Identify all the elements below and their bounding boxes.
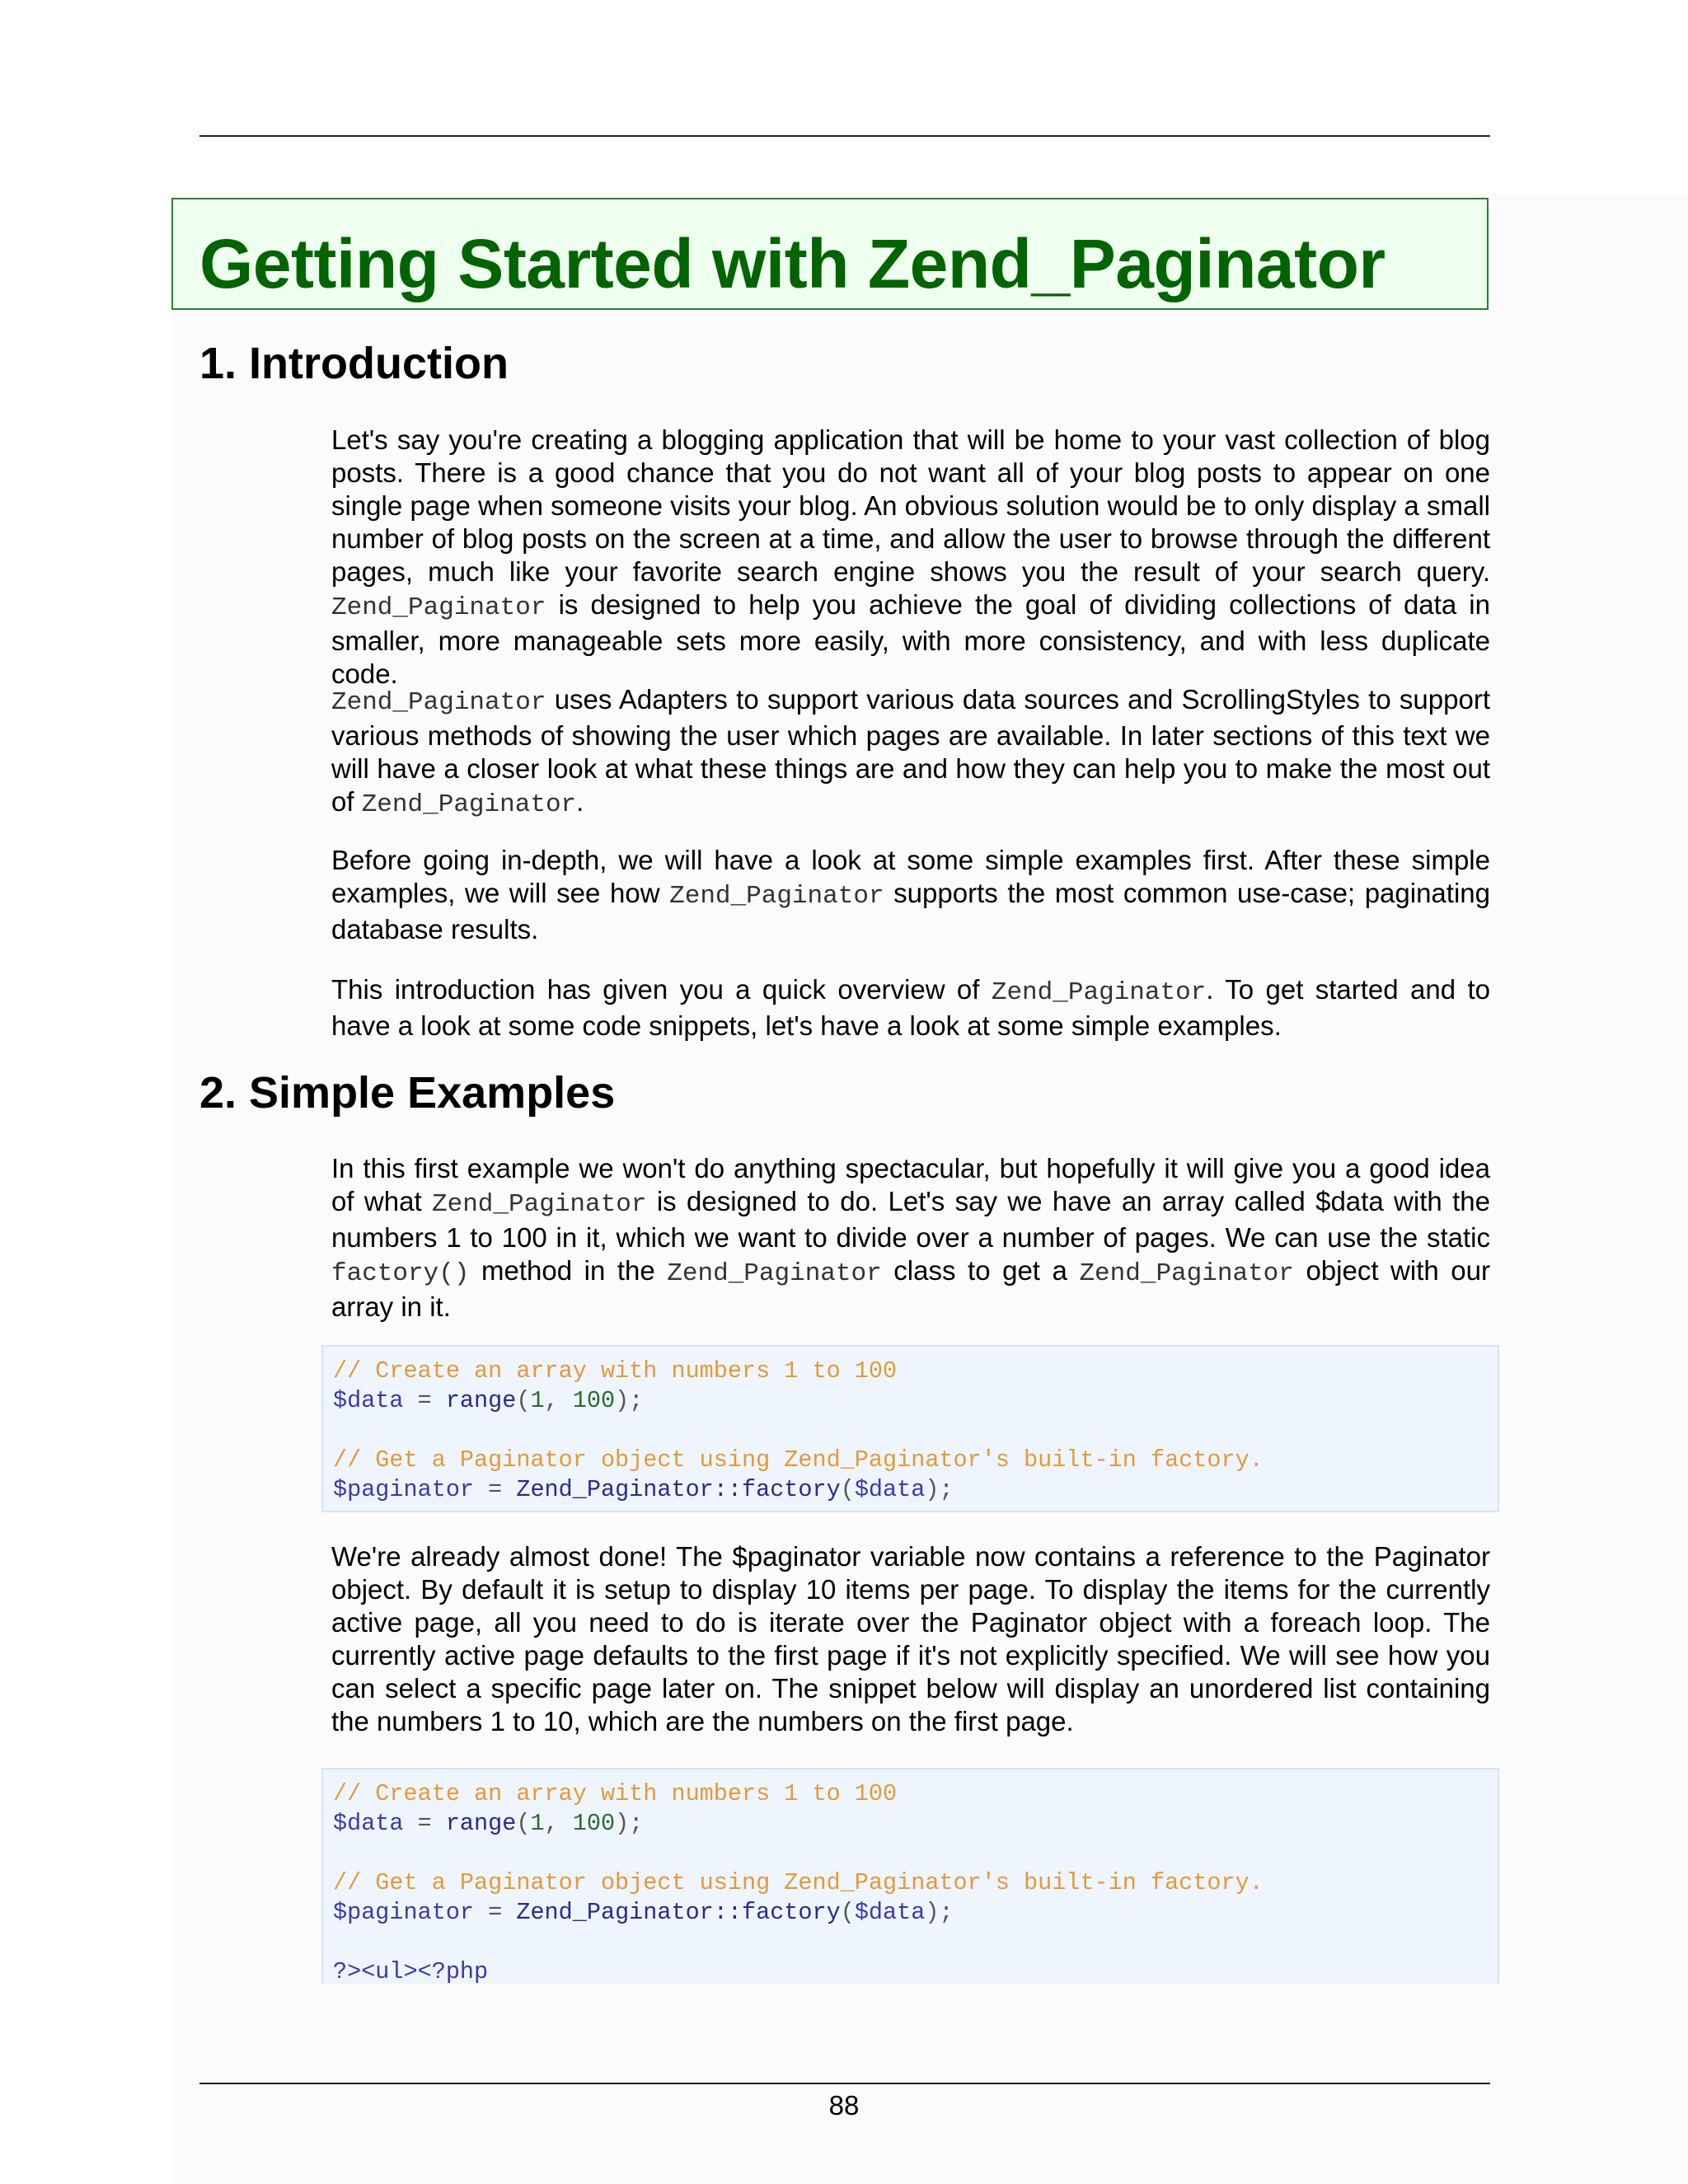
- paragraph-examples-1: [331, 1152, 1490, 1324]
- text: .: [576, 786, 584, 817]
- text: class to get a: [881, 1255, 1080, 1286]
- section-heading-simple-examples: 2. Simple Examples: [199, 1068, 616, 1118]
- text: uses Adapters to support various data sources and ScrollingStyles to support various methods of showing the user which pages are available. In later sections of this text we will have a closer look at what these things are and how they can help you to make the most out of: [331, 684, 1490, 817]
- code-token: range: [445, 1810, 517, 1837]
- page-number: 88: [828, 2090, 860, 2121]
- code-token: );: [615, 1810, 644, 1837]
- code-token: 1: [530, 1387, 545, 1414]
- text: In this first example we won't do anything spectacular, but hopefully it will give you a good idea of what: [331, 1153, 1490, 1216]
- code-token: $data: [333, 1387, 404, 1414]
- code-token: ,: [544, 1387, 573, 1414]
- text: supports the most common use-case; paginating database results.: [331, 878, 1490, 944]
- inline-code: Zend_Paginator: [1079, 1259, 1294, 1288]
- code-token: $data: [854, 1476, 926, 1503]
- text: method in the: [469, 1255, 668, 1286]
- code-comment: // Get a Paginator object using Zend_Paginator's built-in factory.: [333, 1446, 1264, 1474]
- footer-rule: [199, 2083, 1490, 2084]
- chapter-title: Getting Started with Zend_Paginator: [199, 225, 1386, 302]
- code-token: 100: [572, 1387, 616, 1414]
- text: Before going in-depth, we will have a look at some simple examples first. After these simple examples, we will see how: [331, 845, 1490, 908]
- code-token: =: [474, 1899, 517, 1926]
- code-token: $paginator: [333, 1476, 475, 1503]
- text: is designed to do. Let's say we have an array called $data with the numbers 1 to 100 in it, which we want to divide over a number of pages. We can use the static: [331, 1186, 1490, 1253]
- inline-code: Zend_Paginator: [669, 882, 884, 911]
- code-token: $data: [854, 1899, 926, 1926]
- paragraph-intro-3: [331, 844, 1490, 946]
- code-token: );: [615, 1387, 644, 1414]
- section-heading-introduction: 1. Introduction: [199, 339, 509, 388]
- paragraph-examples-2: We're already almost done! The $paginator variable now contains a reference to the Paginator object. By default it is setup to display 10 items per page. To display the items for the currently active page, all you need to do is iterate over the Paginator object with a foreach loop. The currently active page defaults to the first page if it's not explicitly specified. We will see how you can select a specific page later on. The snippet below will display an unordered list containing the numbers 1 to 10, which are the numbers on the first page.: [331, 1541, 1490, 1736]
- code-token: Zend_Paginator::factory: [516, 1899, 841, 1926]
- code-token: );: [925, 1899, 954, 1926]
- inline-code: factory(): [331, 1259, 470, 1288]
- text: This introduction has given you a quick overview of: [331, 974, 992, 1005]
- text: object with our array in it.: [331, 1255, 1490, 1322]
- code-token: (: [516, 1810, 531, 1837]
- code-comment: // Create an array with numbers 1 to 100: [333, 1780, 898, 1807]
- code-block-2: [321, 1768, 1499, 1984]
- code-token: (: [840, 1476, 855, 1503]
- code-token: =: [403, 1810, 446, 1837]
- header-rule: [199, 135, 1490, 137]
- inline-code: Zend_Paginator: [432, 1190, 647, 1219]
- code-token: 100: [572, 1810, 616, 1837]
- inline-code: Zend_Paginator: [991, 978, 1207, 1007]
- code-token: ,: [544, 1810, 573, 1837]
- text: . To get started and to have a look at some code snippets, let's have a look at some simple examples.: [331, 974, 1490, 1041]
- paragraph-intro-2: [331, 683, 1490, 822]
- code-comment: // Get a Paginator object using Zend_Paginator's built-in factory.: [333, 1869, 1264, 1896]
- inline-code: Zend_Paginator: [331, 593, 546, 622]
- code-token: );: [925, 1476, 954, 1503]
- code-token: (: [516, 1387, 531, 1414]
- code-token: =: [474, 1476, 517, 1503]
- code-token: 1: [530, 1810, 545, 1837]
- inline-code: Zend_Paginator: [667, 1259, 882, 1288]
- chapter-title-box: [171, 198, 1489, 310]
- code-token: Zend_Paginator::factory: [516, 1476, 841, 1503]
- text: Let's say you're creating a blogging application that will be home to your vast collection of blog posts. There is a good chance that you do not want all of your blog posts to appear on one single page when someone visits your blog. An obvious solution would be to only display a small number of blog posts on the screen at a time, and allow the user to browse through the different pages, much like your favorite search engine shows you the result of your search query.: [331, 424, 1490, 587]
- inline-code: Zend_Paginator: [361, 790, 577, 819]
- code-comment: // Create an array with numbers 1 to 100: [333, 1357, 898, 1385]
- code-block-1: [321, 1345, 1499, 1512]
- inline-code: Zend_Paginator: [331, 688, 546, 717]
- paragraph-intro-4: [331, 973, 1490, 1043]
- code-token: $data: [333, 1810, 404, 1837]
- code-token: ?><ul><?php: [333, 1958, 489, 1984]
- code-token: $paginator: [333, 1899, 475, 1926]
- code-token: (: [840, 1899, 855, 1926]
- paragraph-intro-1: [331, 424, 1490, 691]
- text: is designed to help you achieve the goal of dividing collections of data in smaller, more manageable sets more easily, with more consistency, and with less duplicate code.: [331, 589, 1490, 689]
- code-token: range: [445, 1387, 517, 1414]
- code-token: =: [403, 1387, 446, 1414]
